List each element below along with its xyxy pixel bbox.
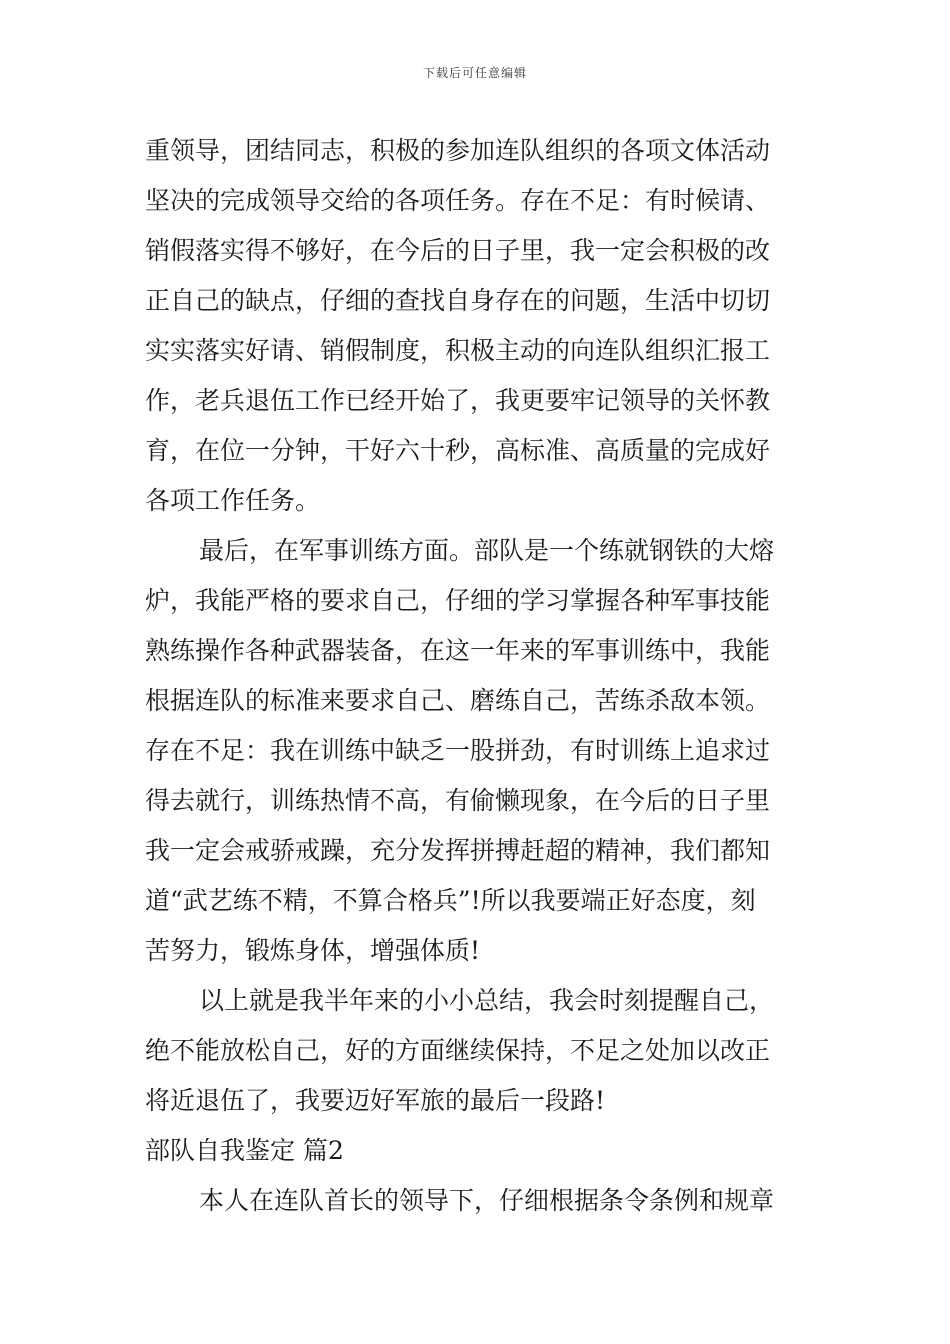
text-line: 苦努力，锻炼身体，增强体质! — [145, 936, 481, 965]
text-line: 得去就行，训练热情不高，有偷懒现象，在今后的日子里 — [145, 786, 771, 815]
page-header-note: 下载后可任意编辑 — [422, 66, 527, 80]
text-line: 根据连队的标准来要求自己、磨练自己，苦练杀敌本领。 — [145, 686, 771, 715]
section-heading: 部队自我鉴定 篇2 — [145, 1136, 344, 1165]
text-line: 炉，我能严格的要求自己，仔细的学习掌握各种军事技能 — [145, 586, 771, 615]
text-line: 我一定会戒骄戒躁，充分发挥拼搏赶超的精神，我们都知 — [145, 836, 771, 865]
text-line: 坚决的完成领导交给的各项任务。存在不足：有时候请、 — [145, 186, 771, 215]
paragraph-first-line: 以上就是我半年来的小小总结，我会时刻提醒自己， — [199, 986, 775, 1015]
text-line: 绝不能放松自己，好的方面继续保持，不足之处加以改正 — [145, 1036, 771, 1065]
text-line: 销假落实得不够好，在今后的日子里，我一定会积极的改 — [145, 236, 771, 265]
text-line: 正自己的缺点，仔细的查找自身存在的问题，生活中切切 — [145, 286, 771, 315]
text-line: 熟练操作各种武器装备，在这一年来的军事训练中，我能 — [145, 636, 771, 665]
document-body — [145, 126, 807, 1226]
text-line: 实实落实好请、销假制度，积极主动的向连队组织汇报工 — [145, 336, 771, 365]
text-line: 存在不足：我在训练中缺乏一股拼劲，有时训练上追求过 — [145, 736, 771, 765]
text-line: 将近退伍了，我要迈好军旅的最后一段路! — [145, 1086, 606, 1115]
paragraph-first-line: 最后，在军事训练方面。部队是一个练就钢铁的大熔 — [199, 536, 775, 565]
text-line: 作，老兵退伍工作已经开始了，我更要牢记领导的关怀教 — [145, 386, 771, 415]
paragraph-first-line: 本人在连队首长的领导下，仔细根据条令条例和规章 — [199, 1186, 775, 1215]
text-line: 育，在位一分钟，干好六十秒，高标准、高质量的完成好 — [145, 436, 771, 465]
text-line: 道“武艺练不精，不算合格兵”!所以我要端正好态度，刻 — [145, 886, 756, 915]
text-line: 各项工作任务。 — [145, 486, 321, 515]
text-line: 重领导，团结同志，积极的参加连队组织的各项文体活动 — [145, 136, 771, 165]
